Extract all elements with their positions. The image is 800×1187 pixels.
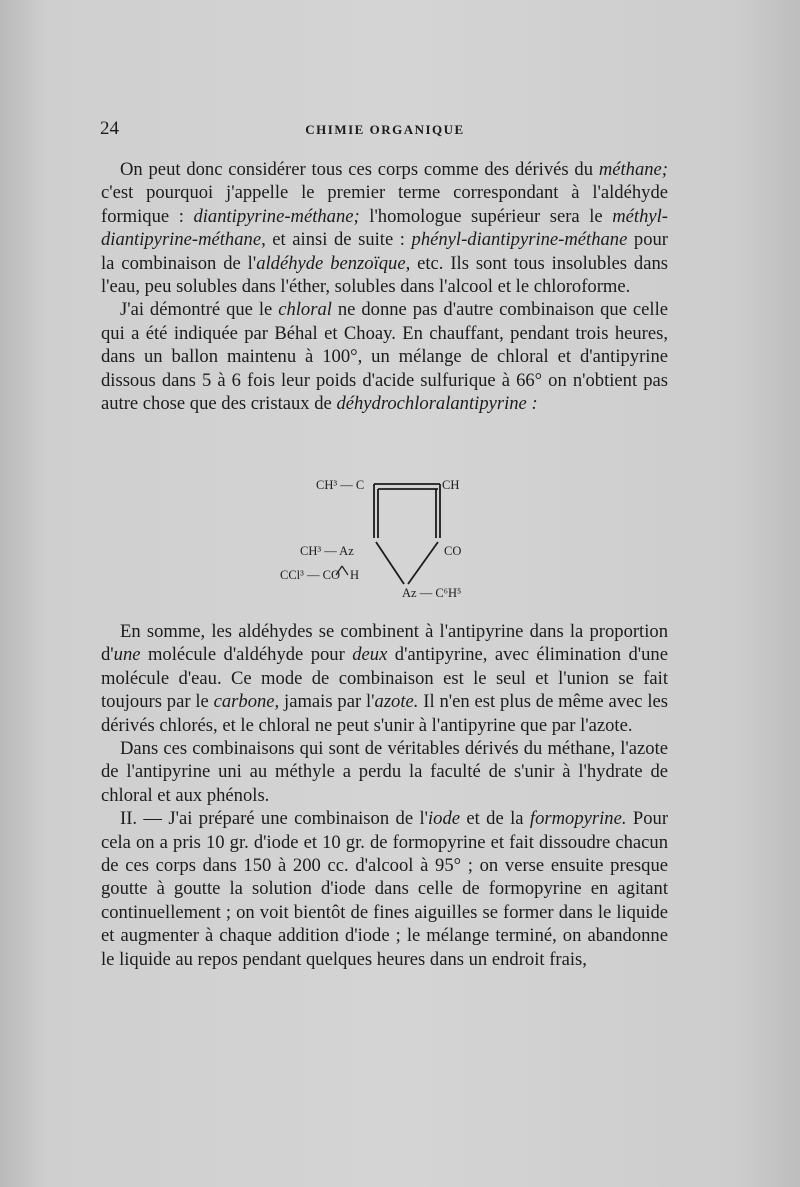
text-run: Pour cela on a pris 10 gr. d'iode et 10 gr. de formopyrine et fait dissoudre chacun de ces corps dans 150 à 200 cc. d'alcool à 95° ; on verse ensuite presque goutte à goutte la solution d'iode dans celle de formopyrine en agitant continuellement ; on voit bientôt de fines aiguilles se former dans le liquide et augmenter à chaque addition d'iode ; le mélange terminé, on abandonne le liquide au repos pendant quelques heures dans un endroit frais, (101, 808, 669, 970)
italic-text: aldéhyde benzoïque, (256, 252, 411, 274)
italic-text: azote. (374, 691, 419, 713)
formula-label-co: CO (444, 544, 462, 558)
italic-text: méthane; (598, 159, 668, 180)
italic-text: une (113, 644, 141, 666)
page-number: 24 (100, 118, 119, 139)
formula-label-az-c6h5: Az — C⁶H⁵ (402, 586, 462, 600)
italic-text: chloral (278, 299, 332, 321)
formula-bonds (280, 472, 520, 612)
italic-text: iode (427, 808, 460, 830)
italic-text: phényl-diantipyrine-méthane (411, 229, 628, 251)
bond-h-right (342, 566, 348, 575)
text-run: Il n'en est plus de même avec les dérivés chlorés, et le chloral ne peut s'unir à l'antipyrine que par l'azote. (101, 691, 668, 736)
text-run: etc. Ils sont tous insolubles dans l'eau, peu solubles dans l'éther, solubles dans l'alcool et le chloroforme. (101, 252, 668, 298)
text-run: Dans ces combinaisons qui sont de véritables dérivés du méthane, l'azote de l'antipyrine uni au méthyle a perdu la faculté de s'unir à l'hydrate de chloral et aux phénols. (101, 738, 668, 806)
formula-label-ch3-c: CH³ — C (316, 478, 365, 492)
text-run: En somme, les aldéhydes se combinent à l'antipyrine dans la proportion d' (101, 621, 668, 666)
chemical-formula (280, 472, 520, 612)
italic-text: diantipyrine-méthane; (193, 205, 360, 227)
italic-text: formopyrine. (529, 808, 627, 830)
running-title: CHIMIE ORGANIQUE (305, 122, 465, 137)
formula-label-ch: CH (442, 478, 460, 492)
paragraph (101, 298, 668, 415)
text-run: jamais par l' (279, 691, 375, 713)
formula-label-h: H (350, 568, 360, 582)
paragraph (101, 620, 668, 737)
text-run: II. — J'ai préparé une combinaison de l' (120, 808, 428, 830)
italic-text: méthyl-diantipyrine-méthane, (101, 205, 668, 251)
paragraph (101, 807, 668, 971)
text-run: l'homologue supérieur sera le (359, 205, 613, 227)
text-run: et de la (460, 808, 530, 830)
italic-text: deux (352, 644, 388, 666)
text-block-bottom (101, 620, 668, 971)
paragraph (101, 737, 668, 807)
paragraph (101, 158, 668, 298)
page-header (100, 118, 670, 146)
bond-lower-left (376, 542, 404, 584)
text-block-top (101, 158, 668, 415)
text-run: c'est pourquoi j'appelle le premier terme correspondant à l'aldéhyde formique : (101, 182, 668, 227)
text-run: pour la combinaison de l' (101, 229, 668, 274)
text-run: et ainsi de suite : (265, 229, 412, 251)
formula-label-ccl3-co: CCl³ — CO (280, 568, 341, 582)
italic-text: déhydrochloralantipyrine : (336, 393, 538, 415)
text-run: ne donne pas d'autre combinaison que celle qui a été indiquée par Béhal et Choay. En chauffant, pendant trois heures, dans un ballon maintenu à 100°, un mélange de chloral et d'antipyrine dissous dans 5 à 6 fois leur poids d'acide sulfurique à 66° on n'obtient pas autre chose que des cristaux de (101, 299, 668, 415)
text-run: molécule d'aldéhyde pour (140, 644, 353, 666)
text-run: J'ai démontré que le (120, 299, 279, 321)
text-run: On peut donc considérer tous ces corps comme des dérivés du (120, 159, 599, 180)
italic-text: carbone, (213, 691, 280, 713)
text-run: d'antipyrine, avec élimination d'une molécule d'eau. Ce mode de combinaison est le seul et l'union se fait toujours par le (101, 644, 668, 713)
formula-label-ch3-az: CH³ — Az (300, 544, 354, 558)
bond-lower-right (408, 542, 438, 584)
